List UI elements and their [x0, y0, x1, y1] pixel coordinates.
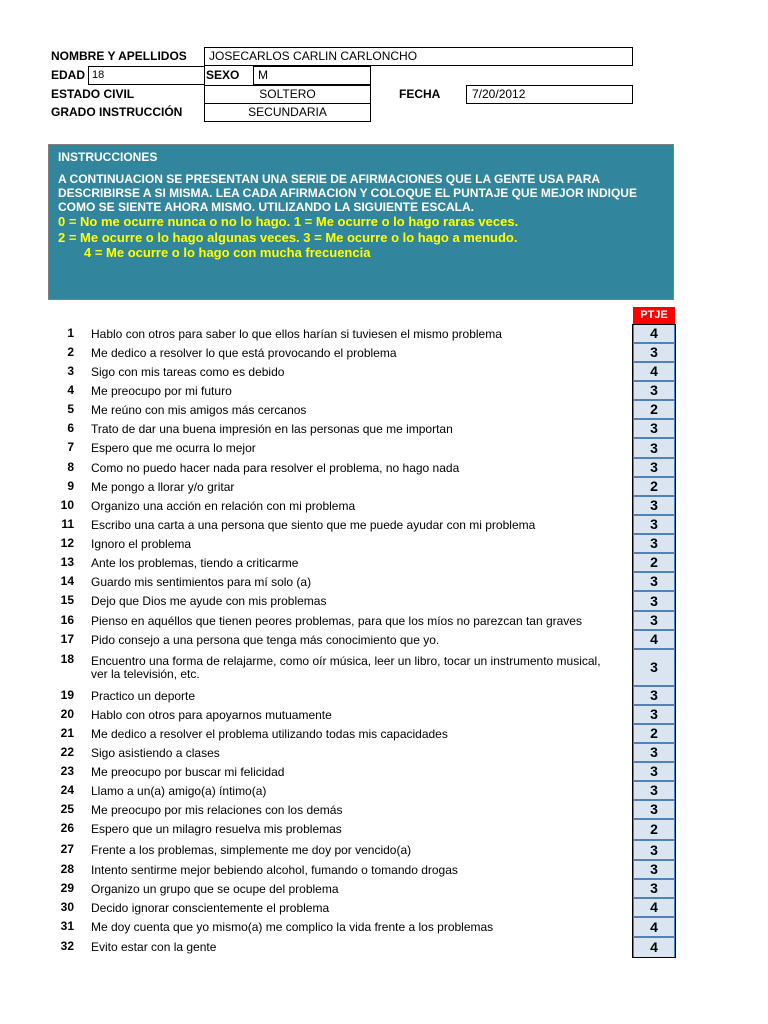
- item-row: [0, 611, 768, 630]
- grade-label: GRADO INSTRUCCIÓN: [51, 105, 183, 119]
- item-text: Encuentro una forma de relajarme, como oír música, leer un libro, tocar un instrumento musical, ver la televisión, etc.: [91, 654, 601, 681]
- item-text: Me preocupo por mi futuro: [91, 384, 232, 398]
- item-text: Me dedico a resolver el problema utilizando todas mis capacidades: [91, 727, 448, 741]
- score-cell[interactable]: 3: [633, 705, 675, 724]
- item-row: [0, 553, 768, 572]
- score-cell[interactable]: 3: [633, 496, 675, 515]
- item-row: [0, 438, 768, 458]
- item-number: 12: [60, 536, 74, 550]
- score-cell[interactable]: 3: [633, 534, 675, 553]
- item-text: Hablo con otros para apoyarnos mutuamente: [91, 708, 332, 722]
- item-row: [0, 800, 768, 819]
- item-number: 17: [60, 632, 74, 646]
- name-label: NOMBRE Y APELLIDOS: [51, 49, 187, 63]
- item-number: 5: [67, 402, 74, 416]
- instructions-title: INSTRUCCIONES: [58, 150, 158, 164]
- item-text: Organizo una acción en relación con mi problema: [91, 499, 356, 513]
- item-row: [0, 705, 768, 724]
- score-cell[interactable]: 3: [633, 840, 675, 860]
- item-text: Decido ignorar conscientemente el problema: [91, 901, 330, 915]
- item-row: [0, 381, 768, 400]
- item-number: 26: [60, 821, 74, 835]
- item-row: [0, 879, 768, 898]
- item-number: 14: [60, 574, 74, 588]
- item-text: Evito estar con la gente: [91, 940, 217, 954]
- item-row: [0, 419, 768, 438]
- item-row: [0, 781, 768, 800]
- item-number: 24: [60, 783, 74, 797]
- instructions-panel: [48, 144, 674, 300]
- item-number: 21: [60, 726, 74, 740]
- item-number: 30: [60, 900, 74, 914]
- item-number: 2: [67, 345, 74, 359]
- scale-line-2: 2 = Me ocurre o lo hago algunas veces. 3 = Me ocurre o lo hago a menudo.: [58, 230, 518, 245]
- score-cell[interactable]: 4: [633, 630, 675, 649]
- score-cell[interactable]: 4: [633, 937, 675, 958]
- item-text: Me dedico a resolver lo que está provocando el problema: [91, 346, 397, 360]
- item-text: Intento sentirme mejor bebiendo alcohol, fumando o tomando drogas: [91, 863, 458, 877]
- item-text: Espero que un milagro resuelva mis problemas: [91, 822, 342, 836]
- score-cell[interactable]: 3: [633, 781, 675, 800]
- name-value: JOSECARLOS CARLIN CARLONCHO: [209, 49, 418, 63]
- date-value: 7/20/2012: [472, 87, 526, 101]
- score-cell[interactable]: 3: [633, 438, 675, 458]
- item-row: [0, 724, 768, 743]
- grade-value: SECUNDARIA: [248, 105, 327, 119]
- item-number: 10: [60, 498, 74, 512]
- item-row: [0, 917, 768, 937]
- item-number: 23: [60, 764, 74, 778]
- item-row: [0, 649, 768, 686]
- instructions-line-2: DESCRIBIRSE A SI MISMA. LEA CADA AFIRMACION Y COLOQUE EL PUNTAJE QUE MEJOR INDIQUE: [58, 186, 637, 200]
- date-field[interactable]: [466, 85, 633, 104]
- civil-value: SOLTERO: [259, 87, 316, 101]
- item-row: [0, 819, 768, 840]
- item-text: Hablo con otros para saber lo que ellos harían si tuviesen el mismo problema: [91, 327, 502, 341]
- item-number: 18: [60, 652, 74, 666]
- score-cell[interactable]: 3: [633, 458, 675, 477]
- item-row: [0, 477, 768, 496]
- item-text: Dejo que Dios me ayude con mis problemas: [91, 594, 327, 608]
- item-row: [0, 458, 768, 477]
- item-text: Escribo una carta a una persona que siento que me puede ayudar con mi problema: [91, 518, 536, 532]
- grade-field[interactable]: [204, 103, 371, 122]
- item-text: Como no puedo hacer nada para resolver el problema, no hago nada: [91, 461, 460, 475]
- item-text: Me doy cuenta que yo mismo(a) me complico la vida frente a los problemas: [91, 920, 494, 934]
- item-number: 15: [60, 593, 74, 607]
- item-number: 3: [67, 364, 74, 378]
- item-number: 1: [67, 326, 74, 340]
- score-cell[interactable]: 2: [633, 477, 675, 496]
- date-label: FECHA: [399, 87, 441, 101]
- score-cell[interactable]: 3: [633, 743, 675, 762]
- item-row: [0, 743, 768, 762]
- item-text: Llamo a un(a) amigo(a) íntimo(a): [91, 784, 267, 798]
- item-number: 6: [67, 421, 74, 435]
- civil-field[interactable]: [204, 85, 371, 104]
- score-cell[interactable]: 3: [633, 762, 675, 781]
- sex-field[interactable]: [253, 66, 371, 85]
- score-cell[interactable]: 2: [633, 819, 675, 840]
- item-row: [0, 534, 768, 553]
- item-number: 32: [60, 939, 74, 953]
- item-row: [0, 937, 768, 958]
- item-number: 27: [60, 842, 74, 856]
- score-cell[interactable]: 4: [633, 898, 675, 917]
- item-text: Frente a los problemas, simplemente me doy por vencido(a): [91, 843, 412, 857]
- item-row: [0, 591, 768, 611]
- score-cell[interactable]: 3: [633, 381, 675, 400]
- item-number: 13: [60, 555, 74, 569]
- instructions-line-3: COMO SE SIENTE AHORA MISMO. UTILIZANDO LA SIGUIENTE ESCALA.: [58, 200, 475, 214]
- item-number: 16: [60, 613, 74, 627]
- item-text: Sigo con mis tareas como es debido: [91, 365, 285, 379]
- item-text: Practico un deporte: [91, 689, 196, 703]
- item-text: Pienso en aquéllos que tienen peores problemas, para que los míos no parezcan tan graves: [91, 614, 582, 628]
- item-number: 7: [67, 440, 74, 454]
- item-text: Me pongo a llorar y/o gritar: [91, 480, 235, 494]
- sex-value: M: [258, 68, 268, 82]
- score-cell[interactable]: 4: [633, 324, 675, 343]
- score-cell[interactable]: 3: [633, 649, 675, 686]
- item-number: 4: [67, 383, 74, 397]
- scale-line-3: 4 = Me ocurre o lo hago con mucha frecuencia: [84, 245, 371, 260]
- item-row: [0, 898, 768, 917]
- item-number: 8: [67, 460, 74, 474]
- civil-label: ESTADO CIVIL: [51, 87, 135, 101]
- score-cell[interactable]: 3: [633, 611, 675, 630]
- item-number: 28: [60, 862, 74, 876]
- instructions-line-1: A CONTINUACION SE PRESENTAN UNA SERIE DE AFIRMACIONES QUE LA GENTE USA PARA: [58, 172, 601, 186]
- item-row: [0, 324, 768, 343]
- item-row: [0, 686, 768, 705]
- score-cell[interactable]: 2: [633, 724, 675, 743]
- scale-line-1: 0 = No me ocurre nunca o no lo hago. 1 = Me ocurre o lo hago raras veces.: [58, 214, 519, 229]
- score-cell[interactable]: 3: [633, 515, 675, 534]
- item-row: [0, 515, 768, 534]
- item-number: 22: [60, 745, 74, 759]
- item-row: [0, 840, 768, 860]
- score-cell[interactable]: 3: [633, 419, 675, 438]
- item-row: [0, 860, 768, 879]
- item-text: Guardo mis sentimientos para mí solo (a): [91, 575, 312, 589]
- item-text: Ante los problemas, tiendo a criticarme: [91, 556, 299, 570]
- score-cell[interactable]: 3: [633, 800, 675, 819]
- item-number: 25: [60, 802, 74, 816]
- item-text: Ignoro el problema: [91, 537, 192, 551]
- item-text: Pido consejo a una persona que tenga más conocimiento que yo.: [91, 633, 440, 647]
- item-number: 11: [61, 517, 74, 531]
- item-text: Espero que me ocurra lo mejor: [91, 441, 256, 455]
- item-number: 20: [60, 707, 74, 721]
- item-row: [0, 762, 768, 781]
- item-number: 31: [60, 919, 74, 933]
- item-row: [0, 400, 768, 419]
- score-cell[interactable]: 3: [633, 343, 675, 362]
- score-cell[interactable]: 4: [633, 917, 675, 937]
- item-number: 29: [60, 881, 74, 895]
- age-value: 18: [92, 69, 105, 81]
- item-text: Me reúno con mis amigos más cercanos: [91, 403, 307, 417]
- score-cell[interactable]: 4: [633, 362, 675, 381]
- age-field[interactable]: [88, 66, 205, 85]
- score-cell[interactable]: 3: [633, 879, 675, 898]
- item-row: [0, 630, 768, 649]
- score-column-header: PTJE: [633, 307, 675, 324]
- score-cell[interactable]: 2: [633, 553, 675, 572]
- item-text: Organizo un grupo que se ocupe del problema: [91, 882, 339, 896]
- item-text: Me preocupo por mis relaciones con los demás: [91, 803, 343, 817]
- item-text: Trato de dar una buena impresión en las personas que me importan: [91, 422, 453, 436]
- score-cell[interactable]: 3: [633, 686, 675, 705]
- item-row: [0, 343, 768, 362]
- score-cell[interactable]: 2: [633, 400, 675, 419]
- sex-label: SEXO: [206, 68, 240, 82]
- item-text: Sigo asistiendo a clases: [91, 746, 220, 760]
- item-row: [0, 496, 768, 515]
- score-cell[interactable]: 3: [633, 572, 675, 591]
- score-cell[interactable]: 3: [633, 860, 675, 879]
- item-text: Me preocupo por buscar mi felicidad: [91, 765, 285, 779]
- item-row: [0, 362, 768, 381]
- name-field[interactable]: [204, 47, 633, 66]
- score-cell[interactable]: 3: [633, 591, 675, 611]
- item-number: 9: [67, 479, 74, 493]
- item-row: [0, 572, 768, 591]
- age-label: EDAD: [51, 68, 86, 82]
- item-number: 19: [60, 688, 74, 702]
